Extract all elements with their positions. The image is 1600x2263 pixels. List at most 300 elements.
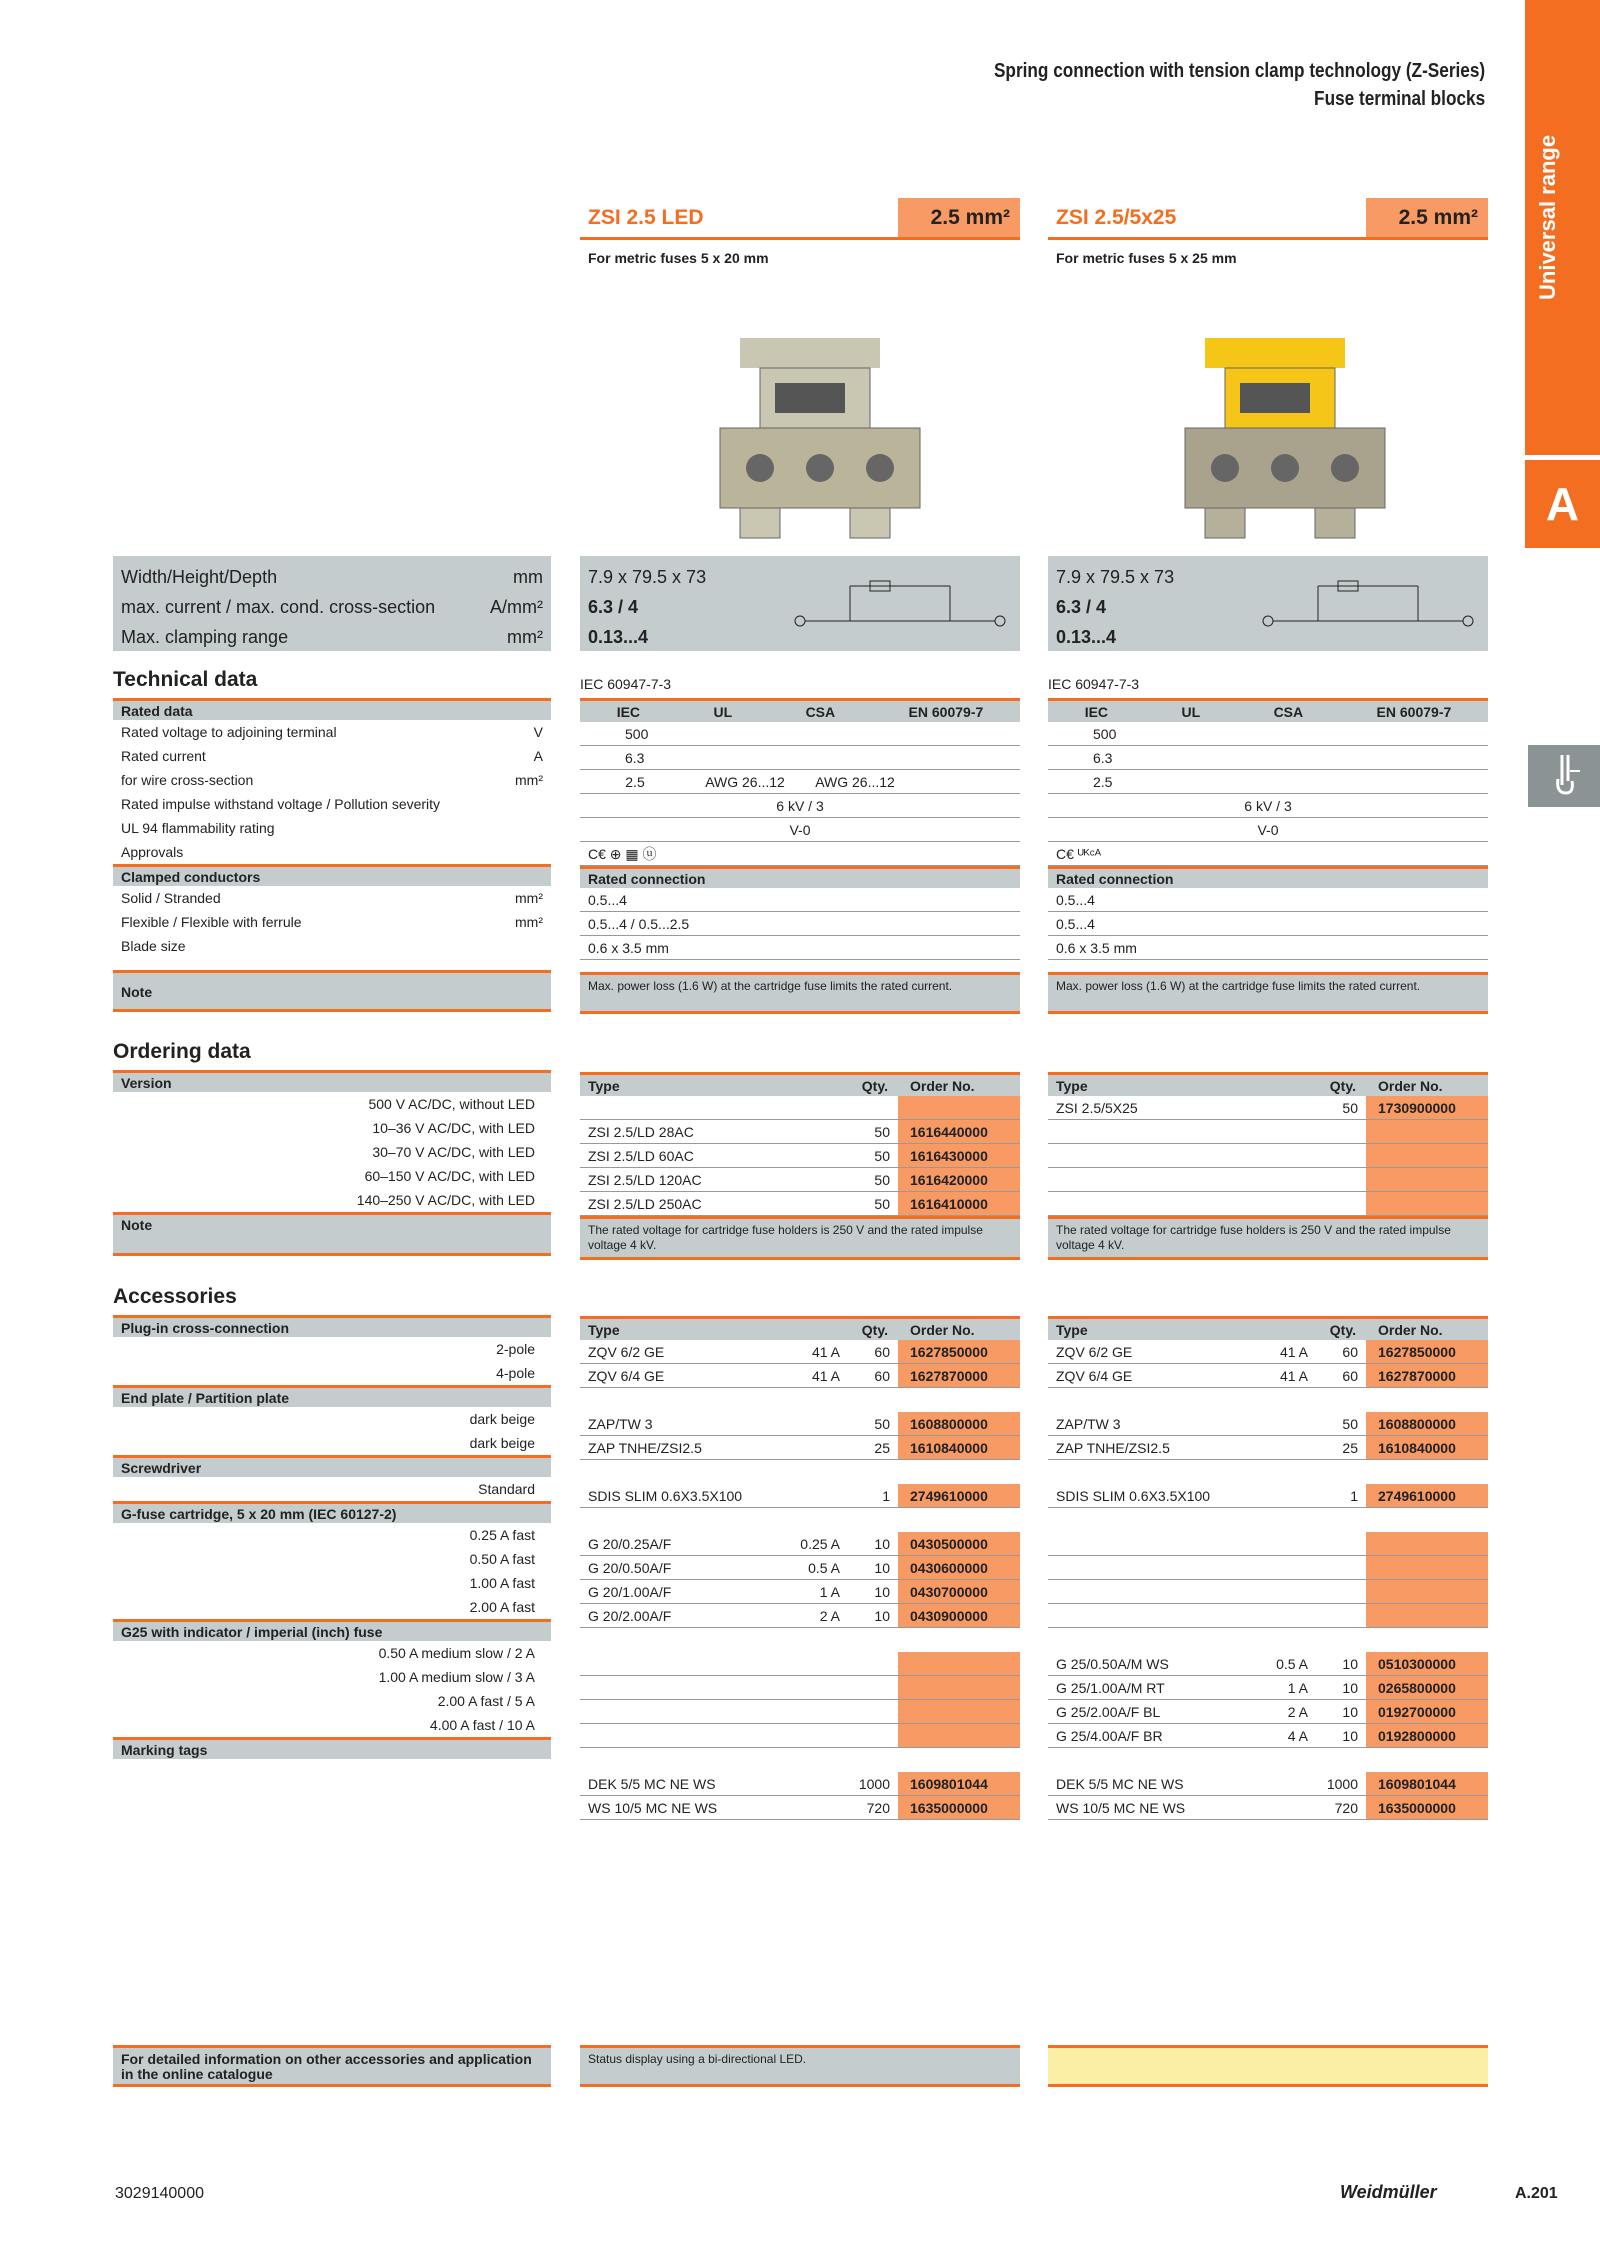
blade: 0.6 x 3.5 mm <box>1048 936 1488 960</box>
current-cell: 0.5 A <box>808 1560 840 1576</box>
qty-cell <box>848 1700 898 1723</box>
type-cell <box>1048 1580 1256 1603</box>
impulse: 6 kV / 3 <box>580 794 1020 818</box>
type-head: Type <box>1056 1078 1088 1094</box>
qty-cell <box>1316 1120 1366 1143</box>
current-cell: 41 A <box>811 1368 840 1384</box>
tech-unit: V <box>533 724 543 740</box>
table-row <box>580 1168 1020 1192</box>
current-cell <box>788 1168 848 1191</box>
ul94: V-0 <box>1048 818 1488 842</box>
head: UL <box>1181 704 1201 720</box>
page-number: A.201 <box>1515 2185 1558 2202</box>
type-head: Type <box>1056 1322 1088 1338</box>
qty-head: Qty. <box>861 1078 888 1094</box>
current-cell <box>1256 1096 1316 1119</box>
qty-cell <box>848 1652 898 1675</box>
type-cell: ZSI 2.5/5X25 <box>1056 1100 1138 1116</box>
tech-label: for wire cross-section <box>121 772 254 788</box>
page-header <box>994 57 1485 113</box>
dims-value: 7.9 x 79.5 x 73 <box>1056 567 1175 587</box>
note-text: Max. power loss (1.6 W) at the cartridge fuse limits the rated current. <box>580 972 1020 1014</box>
solid: 0.5...4 <box>580 888 1020 912</box>
group-spacer <box>1048 1460 1488 1484</box>
current-cell <box>788 1676 848 1699</box>
group-item: 2-pole <box>496 1341 535 1357</box>
side-tab-range-label: Universal range <box>1535 134 1560 300</box>
tech-label: Rated current <box>121 748 206 764</box>
type-head: Type <box>588 1078 620 1094</box>
qty-cell: 50 <box>1342 1416 1358 1432</box>
side-tab-letter[interactable] <box>1525 460 1600 548</box>
current-cell <box>1256 1484 1316 1507</box>
current-cell: 2 A <box>819 1608 840 1624</box>
tech-label: Blade size <box>121 938 186 954</box>
order-cell: 2749610000 <box>1366 1484 1488 1507</box>
table-header <box>1048 1072 1488 1096</box>
table-row <box>1048 1144 1488 1168</box>
circuit-symbol-icon <box>1258 576 1478 636</box>
tech-label: Rated impulse withstand voltage / Pollution severity <box>121 796 441 812</box>
summary-unit: mm <box>513 567 543 587</box>
order-cell: 0510300000 <box>1366 1652 1488 1675</box>
type-cell <box>580 1700 788 1723</box>
qty-cell <box>848 1096 898 1119</box>
group-item: 0.25 A fast <box>469 1527 535 1543</box>
order-cell: 1616440000 <box>898 1120 1020 1143</box>
qty-cell: 10 <box>874 1584 890 1600</box>
product-2-image <box>1165 318 1405 548</box>
table-row <box>1048 1556 1488 1580</box>
version-item: 30–70 V AC/DC, with LED <box>372 1144 535 1160</box>
current-cell <box>1256 1796 1316 1819</box>
order-cell: 1616420000 <box>898 1168 1020 1191</box>
type-cell: ZAP/TW 3 <box>1056 1416 1121 1432</box>
ordering-title: Ordering data <box>113 1040 251 1063</box>
table-row <box>580 1436 1020 1460</box>
current-cell <box>1256 1120 1316 1143</box>
qty-cell: 25 <box>1342 1440 1358 1456</box>
type-cell: ZSI 2.5/LD 120AC <box>588 1172 702 1188</box>
accessories-product-2 <box>1048 1316 1488 1820</box>
rated-connection-bar: Rated connection <box>580 866 1020 888</box>
rated-data-bar: Rated data <box>113 698 551 720</box>
ordering-left <box>113 1040 551 1256</box>
qty-cell: 60 <box>1342 1344 1358 1360</box>
current-cell <box>1256 1556 1316 1579</box>
table-row <box>580 1412 1020 1436</box>
summary-label: max. current / max. cond. cross-section <box>121 597 436 617</box>
order-cell: 0430700000 <box>898 1580 1020 1603</box>
group-item: dark beige <box>469 1411 535 1427</box>
table-row <box>580 1604 1020 1628</box>
group-item: 4-pole <box>496 1365 535 1381</box>
current-cell <box>788 1724 848 1747</box>
order-cell <box>898 1676 1020 1699</box>
table-row <box>1048 1484 1488 1508</box>
group-item: 1.00 A medium slow / 3 A <box>378 1669 535 1685</box>
group-spacer <box>580 1508 1020 1532</box>
clamp-value: 0.13...4 <box>588 627 649 647</box>
order-cell: 1610840000 <box>1366 1436 1488 1459</box>
group-item: Standard <box>478 1481 535 1497</box>
qty-cell: 10 <box>1342 1728 1358 1744</box>
table-row <box>1048 1436 1488 1460</box>
order-cell <box>1366 1532 1488 1555</box>
table-row <box>1048 1652 1488 1676</box>
summary-label: Max. clamping range <box>121 627 289 647</box>
tech-label: Solid / Stranded <box>121 890 221 906</box>
table-header <box>580 1072 1020 1096</box>
product-1-image <box>700 318 940 548</box>
ordering-product-2 <box>1048 1072 1488 1260</box>
qty-cell: 10 <box>874 1536 890 1552</box>
group-spacer <box>580 1460 1020 1484</box>
rated-connection-bar: Rated connection <box>1048 866 1488 888</box>
table-row <box>580 1772 1020 1796</box>
order-head: Order No. <box>910 1322 975 1338</box>
flex: 0.5...4 <box>1048 912 1488 936</box>
type-cell: ZQV 6/4 GE <box>588 1368 665 1384</box>
product-2-name: ZSI 2.5/5x25 <box>1056 205 1177 229</box>
type-cell <box>1048 1604 1256 1627</box>
current-cell <box>1256 1604 1316 1627</box>
current-cell <box>1256 1168 1316 1191</box>
table-row <box>1048 1604 1488 1628</box>
table-row <box>580 1700 1020 1724</box>
table-row <box>580 1556 1020 1580</box>
summary-label: Width/Height/Depth <box>121 567 278 587</box>
led-note: Status display using a bi-directional LED. <box>580 2045 1020 2087</box>
order-note: The rated voltage for cartridge fuse holders is 250 V and the rated impulse voltage 4 kV. <box>580 1216 1020 1260</box>
type-cell <box>1048 1144 1256 1167</box>
current: 6.3 <box>1048 746 1488 770</box>
table-row <box>1048 1192 1488 1216</box>
order-cell <box>898 1096 1020 1119</box>
type-cell: ZAP TNHE/ZSI2.5 <box>1056 1440 1170 1456</box>
group-item: 4.00 A fast / 10 A <box>429 1717 535 1733</box>
type-cell: WS 10/5 MC NE WS <box>1056 1800 1186 1816</box>
wire: 2.5 <box>1048 770 1488 794</box>
order-head: Order No. <box>1378 1078 1443 1094</box>
qty-cell: 50 <box>874 1196 890 1212</box>
table-row <box>580 1144 1020 1168</box>
group-spacer <box>1048 1748 1488 1772</box>
order-cell <box>1366 1144 1488 1167</box>
table-row <box>1048 1724 1488 1748</box>
qty-cell <box>848 1676 898 1699</box>
current-cell <box>788 1120 848 1143</box>
standard: IEC 60947-7-3 <box>580 676 672 692</box>
terminal-category-icon[interactable] <box>1528 745 1600 807</box>
approval-icons: C€ ⊕ ▦ ⓤ <box>580 842 1020 866</box>
order-cell: 0192800000 <box>1366 1724 1488 1747</box>
current-cell <box>788 1096 848 1119</box>
current-value: 6.3 / 4 <box>1056 597 1107 617</box>
product-2-header <box>1048 198 1488 266</box>
impulse: 6 kV / 3 <box>1048 794 1488 818</box>
table-row <box>580 1340 1020 1364</box>
catalogue-note: For detailed information on other accessories and application in the online catalogue <box>113 2045 551 2087</box>
table-row <box>1048 1700 1488 1724</box>
group-bar: Marking tags <box>113 1737 551 1759</box>
current-cell: 2 A <box>1287 1704 1308 1720</box>
group-spacer <box>580 1748 1020 1772</box>
side-tab-letter-label: A <box>1545 478 1580 530</box>
qty-cell <box>848 1724 898 1747</box>
current-cell <box>1256 1412 1316 1435</box>
type-cell <box>1048 1168 1256 1191</box>
accessories-left <box>113 1285 551 1759</box>
order-cell: 1609801044 <box>898 1772 1020 1795</box>
qty-cell <box>1316 1168 1366 1191</box>
order-cell <box>1366 1168 1488 1191</box>
standard: IEC 60947-7-3 <box>1048 676 1140 692</box>
order-cell <box>898 1724 1020 1747</box>
qty-cell: 10 <box>1342 1680 1358 1696</box>
type-cell: ZQV 6/2 GE <box>588 1344 665 1360</box>
type-cell: G 25/4.00A/F BR <box>1056 1728 1163 1744</box>
version-item: 60–150 V AC/DC, with LED <box>364 1168 535 1184</box>
current-cell <box>788 1412 848 1435</box>
table-row <box>1048 1364 1488 1388</box>
head: EN 60079-7 <box>908 704 984 720</box>
accessories-product-1 <box>580 1316 1020 1820</box>
type-cell: SDIS SLIM 0.6X3.5X100 <box>588 1488 743 1504</box>
group-spacer <box>1048 1388 1488 1412</box>
table-row <box>1048 1532 1488 1556</box>
qty-cell <box>1316 1192 1366 1215</box>
order-cell <box>898 1652 1020 1675</box>
tech-title: Technical data <box>113 668 258 691</box>
qty-cell: 50 <box>874 1172 890 1188</box>
group-spacer <box>580 1628 1020 1652</box>
solid: 0.5...4 <box>1048 888 1488 912</box>
summary-unit: A/mm² <box>490 597 543 617</box>
group-item: 2.00 A fast / 5 A <box>437 1693 535 1709</box>
type-cell: ZSI 2.5/LD 28AC <box>588 1124 694 1140</box>
order-note: The rated voltage for cartridge fuse holders is 250 V and the rated impulse voltage 4 kV. <box>1048 1216 1488 1260</box>
product-1-size: 2.5 mm² <box>898 198 1020 237</box>
current-cell <box>788 1484 848 1507</box>
group-item: 1.00 A fast <box>469 1575 535 1591</box>
product-1-subtitle: For metric fuses 5 x 20 mm <box>588 250 769 266</box>
type-cell: ZQV 6/4 GE <box>1056 1368 1133 1384</box>
order-cell: 1627870000 <box>1366 1364 1488 1387</box>
qty-cell: 1000 <box>858 1776 890 1792</box>
table-row <box>580 1096 1020 1120</box>
order-cell: 1608800000 <box>898 1412 1020 1435</box>
order-cell: 1627870000 <box>898 1364 1020 1387</box>
qty-cell: 1000 <box>1326 1776 1358 1792</box>
order-head: Order No. <box>910 1078 975 1094</box>
current-cell: 41 A <box>1279 1368 1308 1384</box>
tech-unit: A <box>533 748 543 764</box>
note-bar: Note <box>113 970 551 1012</box>
order-cell: 0192700000 <box>1366 1700 1488 1723</box>
order-cell: 1608800000 <box>1366 1412 1488 1435</box>
table-row <box>1048 1412 1488 1436</box>
tech-unit: mm² <box>515 914 543 930</box>
tech-label: Flexible / Flexible with ferrule <box>121 914 302 930</box>
current-cell: 4 A <box>1287 1728 1308 1744</box>
qty-head: Qty. <box>1329 1322 1356 1338</box>
qty-cell: 10 <box>874 1608 890 1624</box>
order-cell <box>1366 1192 1488 1215</box>
current-cell <box>1256 1144 1316 1167</box>
current-cell <box>1256 1436 1316 1459</box>
qty-cell: 25 <box>874 1440 890 1456</box>
current-cell <box>1256 1580 1316 1603</box>
order-cell: 1635000000 <box>898 1796 1020 1819</box>
order-cell: 1616430000 <box>898 1144 1020 1167</box>
table-header <box>1048 1316 1488 1340</box>
type-cell: G 25/0.50A/M WS <box>1056 1656 1169 1672</box>
table-row <box>1048 1772 1488 1796</box>
doc-code: 3029140000 <box>115 2185 204 2202</box>
order-cell <box>1366 1556 1488 1579</box>
qty-cell: 50 <box>874 1124 890 1140</box>
qty-cell: 50 <box>874 1416 890 1432</box>
tech-unit: mm² <box>515 772 543 788</box>
group-bar: Plug-in cross-connection <box>113 1315 551 1337</box>
side-tab-range[interactable] <box>1525 0 1600 455</box>
current-cell: 41 A <box>1279 1344 1308 1360</box>
current-cell <box>788 1192 848 1215</box>
order-cell <box>898 1700 1020 1723</box>
current-cell <box>1256 1192 1316 1215</box>
head: IEC <box>1084 704 1109 720</box>
order-cell: 1610840000 <box>898 1436 1020 1459</box>
type-cell: G 20/0.25A/F <box>588 1536 672 1552</box>
type-cell: ZQV 6/2 GE <box>1056 1344 1133 1360</box>
brand-logo: Weidmüller <box>1340 2182 1437 2202</box>
type-cell <box>580 1096 788 1119</box>
table-row <box>580 1532 1020 1556</box>
type-cell: G 20/1.00A/F <box>588 1584 672 1600</box>
tech-label: Rated voltage to adjoining terminal <box>121 724 337 740</box>
dims-value: 7.9 x 79.5 x 73 <box>588 567 707 587</box>
qty-cell: 50 <box>874 1148 890 1164</box>
circuit-symbol-icon <box>790 576 1010 636</box>
product-1-header <box>580 198 1020 266</box>
order-cell: 1730900000 <box>1366 1096 1488 1119</box>
qty-cell <box>1316 1604 1366 1627</box>
table-row <box>580 1724 1020 1748</box>
group-spacer <box>1048 1628 1488 1652</box>
qty-cell: 10 <box>874 1560 890 1576</box>
flex: 0.5...4 / 0.5...2.5 <box>580 912 1020 936</box>
type-cell: ZAP TNHE/ZSI2.5 <box>588 1440 702 1456</box>
table-row <box>580 1652 1020 1676</box>
table-row <box>580 1676 1020 1700</box>
type-cell <box>1048 1556 1256 1579</box>
table-row <box>1048 1168 1488 1192</box>
tech-product-2 <box>1048 676 1488 1014</box>
order-cell: 2749610000 <box>898 1484 1020 1507</box>
type-cell: G 20/2.00A/F <box>588 1608 672 1624</box>
current-cell: 41 A <box>811 1344 840 1360</box>
type-head: Type <box>588 1322 620 1338</box>
table-row <box>1048 1580 1488 1604</box>
type-cell: ZSI 2.5/LD 250AC <box>588 1196 702 1212</box>
group-item: 2.00 A fast <box>469 1599 535 1615</box>
group-item: dark beige <box>469 1435 535 1451</box>
group-item: 0.50 A fast <box>469 1551 535 1567</box>
tech-unit: mm² <box>515 890 543 906</box>
note-bar: Note <box>113 1212 551 1256</box>
product-2-summary <box>1048 556 1488 651</box>
type-cell: WS 10/5 MC NE WS <box>588 1800 718 1816</box>
group-bar: Screwdriver <box>113 1455 551 1477</box>
wire: AWG 26...12 <box>705 774 785 790</box>
group-bar: End plate / Partition plate <box>113 1385 551 1407</box>
ordering-product-1 <box>580 1072 1020 1260</box>
approval-icons: C€ ᵁᴷᶜᴬ <box>1048 842 1488 866</box>
current: 6.3 <box>580 746 1020 770</box>
qty-cell <box>1316 1144 1366 1167</box>
qty-cell <box>1316 1532 1366 1555</box>
table-row <box>580 1796 1020 1820</box>
order-cell: 0430900000 <box>898 1604 1020 1627</box>
current-cell: 0.25 A <box>800 1536 840 1552</box>
version-item: 140–250 V AC/DC, with LED <box>356 1192 535 1208</box>
current-cell <box>1256 1772 1316 1795</box>
product-1-summary <box>580 556 1020 651</box>
current-cell: 1 A <box>819 1584 840 1600</box>
current-cell <box>788 1652 848 1675</box>
version-item: 10–36 V AC/DC, with LED <box>372 1120 535 1136</box>
qty-cell: 60 <box>1342 1368 1358 1384</box>
type-cell <box>1048 1192 1256 1215</box>
type-cell: DEK 5/5 MC NE WS <box>588 1776 716 1792</box>
blade: 0.6 x 3.5 mm <box>580 936 1020 960</box>
qty-head: Qty. <box>861 1322 888 1338</box>
type-cell: ZSI 2.5/LD 60AC <box>588 1148 694 1164</box>
order-cell: 0430500000 <box>898 1532 1020 1555</box>
product-1-name: ZSI 2.5 LED <box>588 205 704 229</box>
summary-unit: mm² <box>507 627 543 647</box>
group-bar: G25 with indicator / imperial (inch) fuse <box>113 1619 551 1641</box>
type-cell <box>580 1652 788 1675</box>
type-cell <box>1048 1532 1256 1555</box>
clamp-value: 0.13...4 <box>1056 627 1117 647</box>
current-cell <box>1256 1532 1316 1555</box>
qty-cell <box>1316 1580 1366 1603</box>
order-cell: 1616410000 <box>898 1192 1020 1215</box>
current-cell <box>788 1772 848 1795</box>
qty-cell: 10 <box>1342 1704 1358 1720</box>
head: CSA <box>1273 704 1304 720</box>
voltage: 500 <box>580 722 1020 746</box>
type-cell: G 25/1.00A/M RT <box>1056 1680 1165 1696</box>
header-line1: Spring connection with tension clamp technology (Z-Series) <box>993 60 1485 82</box>
qty-cell <box>1316 1556 1366 1579</box>
header-line2: Fuse terminal blocks <box>1313 88 1485 110</box>
current-cell <box>788 1144 848 1167</box>
qty-cell: 1 <box>882 1488 890 1504</box>
ul94: V-0 <box>580 818 1020 842</box>
tech-left <box>113 668 551 1012</box>
order-cell: 0265800000 <box>1366 1676 1488 1699</box>
order-cell: 1635000000 <box>1366 1796 1488 1819</box>
version-bar: Version <box>113 1070 551 1092</box>
order-cell <box>1366 1580 1488 1603</box>
order-cell <box>1366 1604 1488 1627</box>
order-cell: 0430600000 <box>898 1556 1020 1579</box>
qty-cell: 10 <box>1342 1656 1358 1672</box>
group-item: 0.50 A medium slow / 2 A <box>378 1645 535 1661</box>
